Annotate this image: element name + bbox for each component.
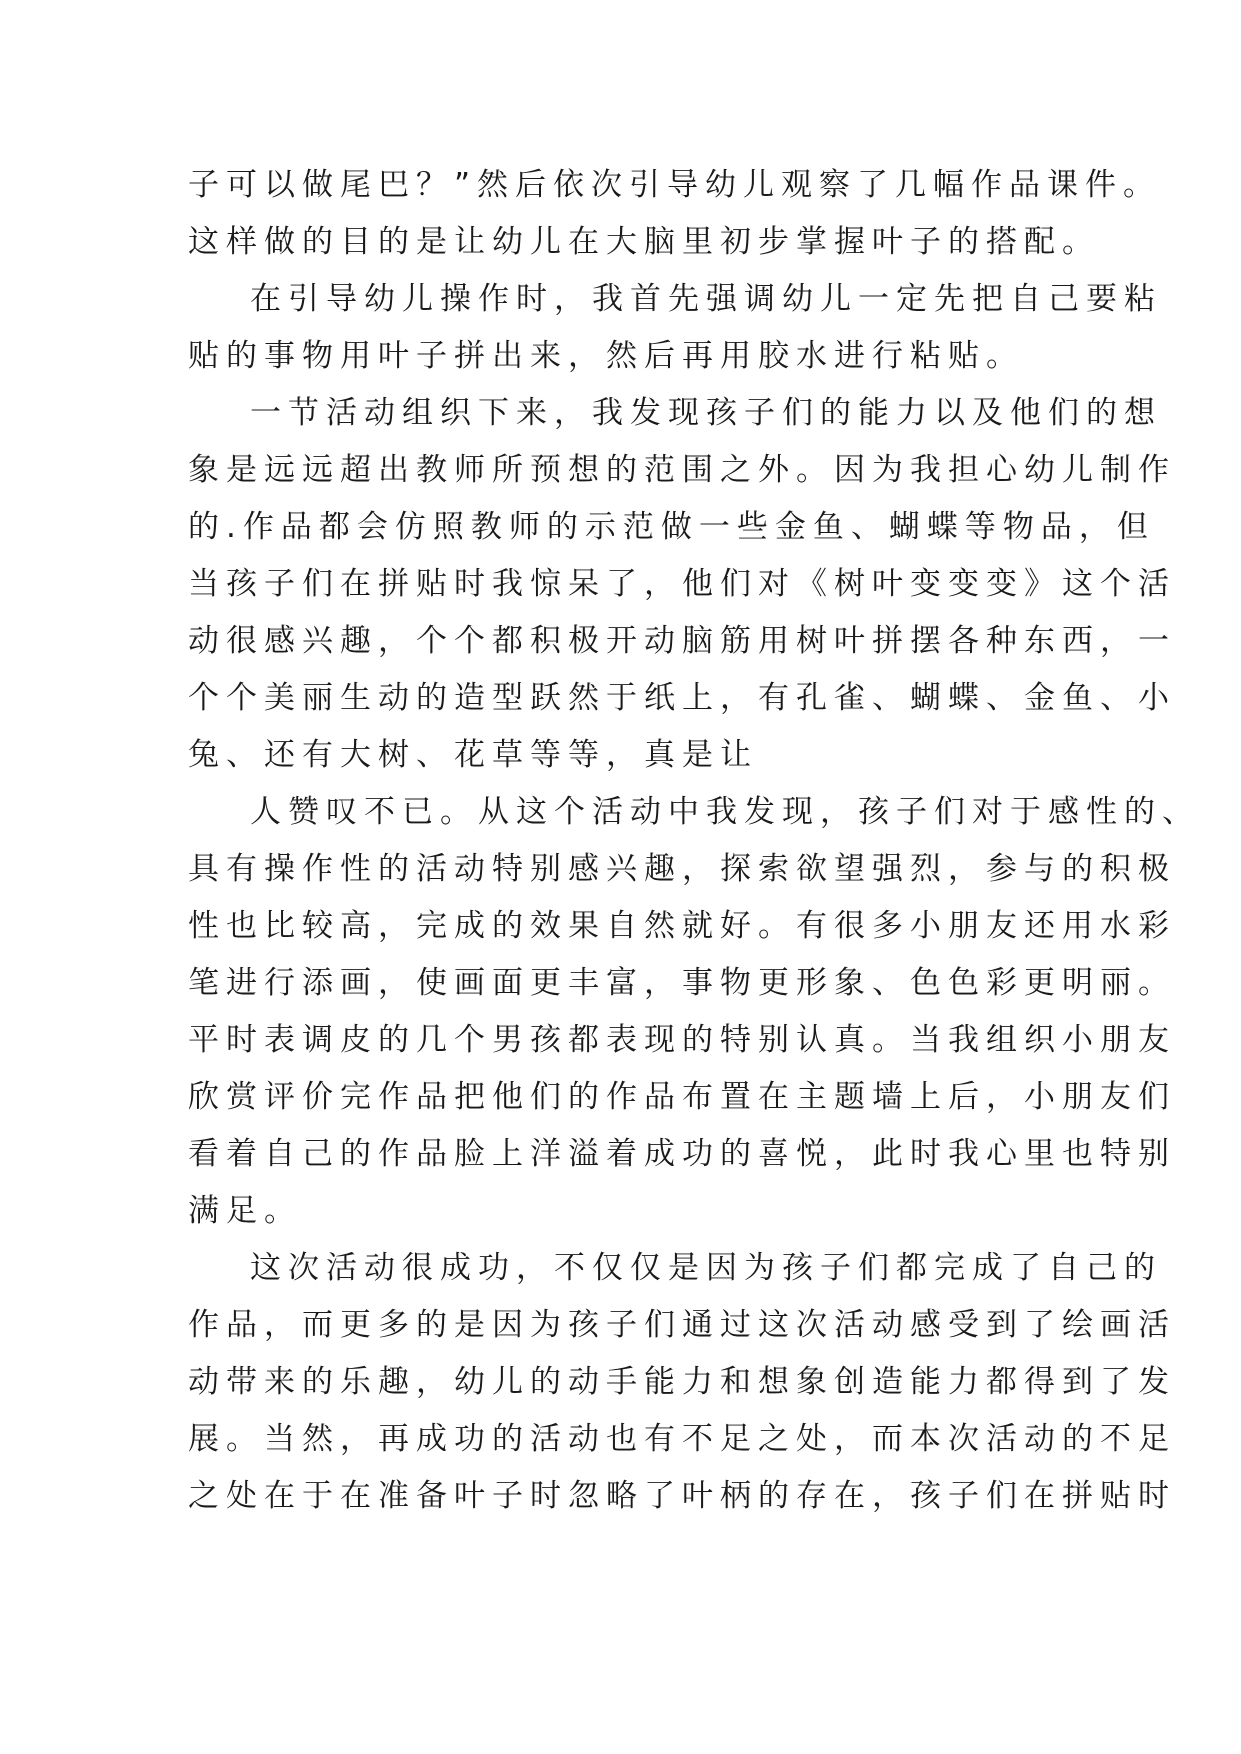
paragraph-2	[188, 271, 1162, 385]
document-body	[188, 157, 1200, 1525]
text-line: 象是远远超出教师所预想的范围之外。因为我担心幼儿制作	[188, 452, 1176, 488]
paragraph-4	[188, 784, 1200, 1240]
text-line: 子可以做尾巴？”然后依次引导幼儿观察了几幅作品课件。	[188, 167, 1162, 203]
text-line: 兔、还有大树、花草等等，真是让	[188, 737, 758, 773]
paragraph-1	[188, 157, 1162, 271]
text-line: 欣赏评价完作品把他们的作品布置在主题墙上后，小朋友们	[188, 1079, 1176, 1115]
text-line: 在引导幼儿操作时，我首先强调幼儿一定先把自己要粘	[250, 281, 1162, 317]
text-line: 个个美丽生动的造型跃然于纸上，有孔雀、蝴蝶、金鱼、小	[188, 680, 1176, 716]
text-line: 这次活动很成功，不仅仅是因为孩子们都完成了自己的	[250, 1250, 1162, 1286]
paragraph-3	[188, 385, 1176, 784]
text-line: 看着自己的作品脸上洋溢着成功的喜悦，此时我心里也特别	[188, 1136, 1176, 1172]
text-line: 之处在于在准备叶子时忽略了叶柄的存在，孩子们在拼贴时	[188, 1478, 1176, 1514]
text-line: 动很感兴趣，个个都积极开动脑筋用树叶拼摆各种东西，一	[188, 623, 1176, 659]
text-line: 这样做的目的是让幼儿在大脑里初步掌握叶子的搭配。	[188, 224, 1100, 260]
text-line: 笔进行添画，使画面更丰富，事物更形象、色色彩更明丽。	[188, 965, 1176, 1001]
text-line: 作品，而更多的是因为孩子们通过这次活动感受到了绘画活	[188, 1307, 1176, 1343]
text-line: 满足。	[188, 1193, 302, 1229]
text-line: 人赞叹不已。从这个活动中我发现，孩子们对于感性的、	[250, 794, 1200, 830]
paragraph-5	[188, 1240, 1176, 1525]
text-line: 贴的事物用叶子拼出来，然后再用胶水进行粘贴。	[188, 338, 1024, 374]
text-line: 展。当然，再成功的活动也有不足之处，而本次活动的不足	[188, 1421, 1176, 1457]
text-line: 当孩子们在拼贴时我惊呆了，他们对《树叶变变变》这个活	[188, 566, 1176, 602]
text-line: 的.作品都会仿照教师的示范做一些金鱼、蝴蝶等物品，但	[188, 509, 1155, 545]
text-line: 动带来的乐趣，幼儿的动手能力和想象创造能力都得到了发	[188, 1364, 1176, 1400]
text-line: 一节活动组织下来，我发现孩子们的能力以及他们的想	[250, 395, 1162, 431]
text-line: 性也比较高，完成的效果自然就好。有很多小朋友还用水彩	[188, 908, 1176, 944]
text-line: 平时表调皮的几个男孩都表现的特别认真。当我组织小朋友	[188, 1022, 1176, 1058]
text-line: 具有操作性的活动特别感兴趣，探索欲望强烈，参与的积极	[188, 851, 1176, 887]
